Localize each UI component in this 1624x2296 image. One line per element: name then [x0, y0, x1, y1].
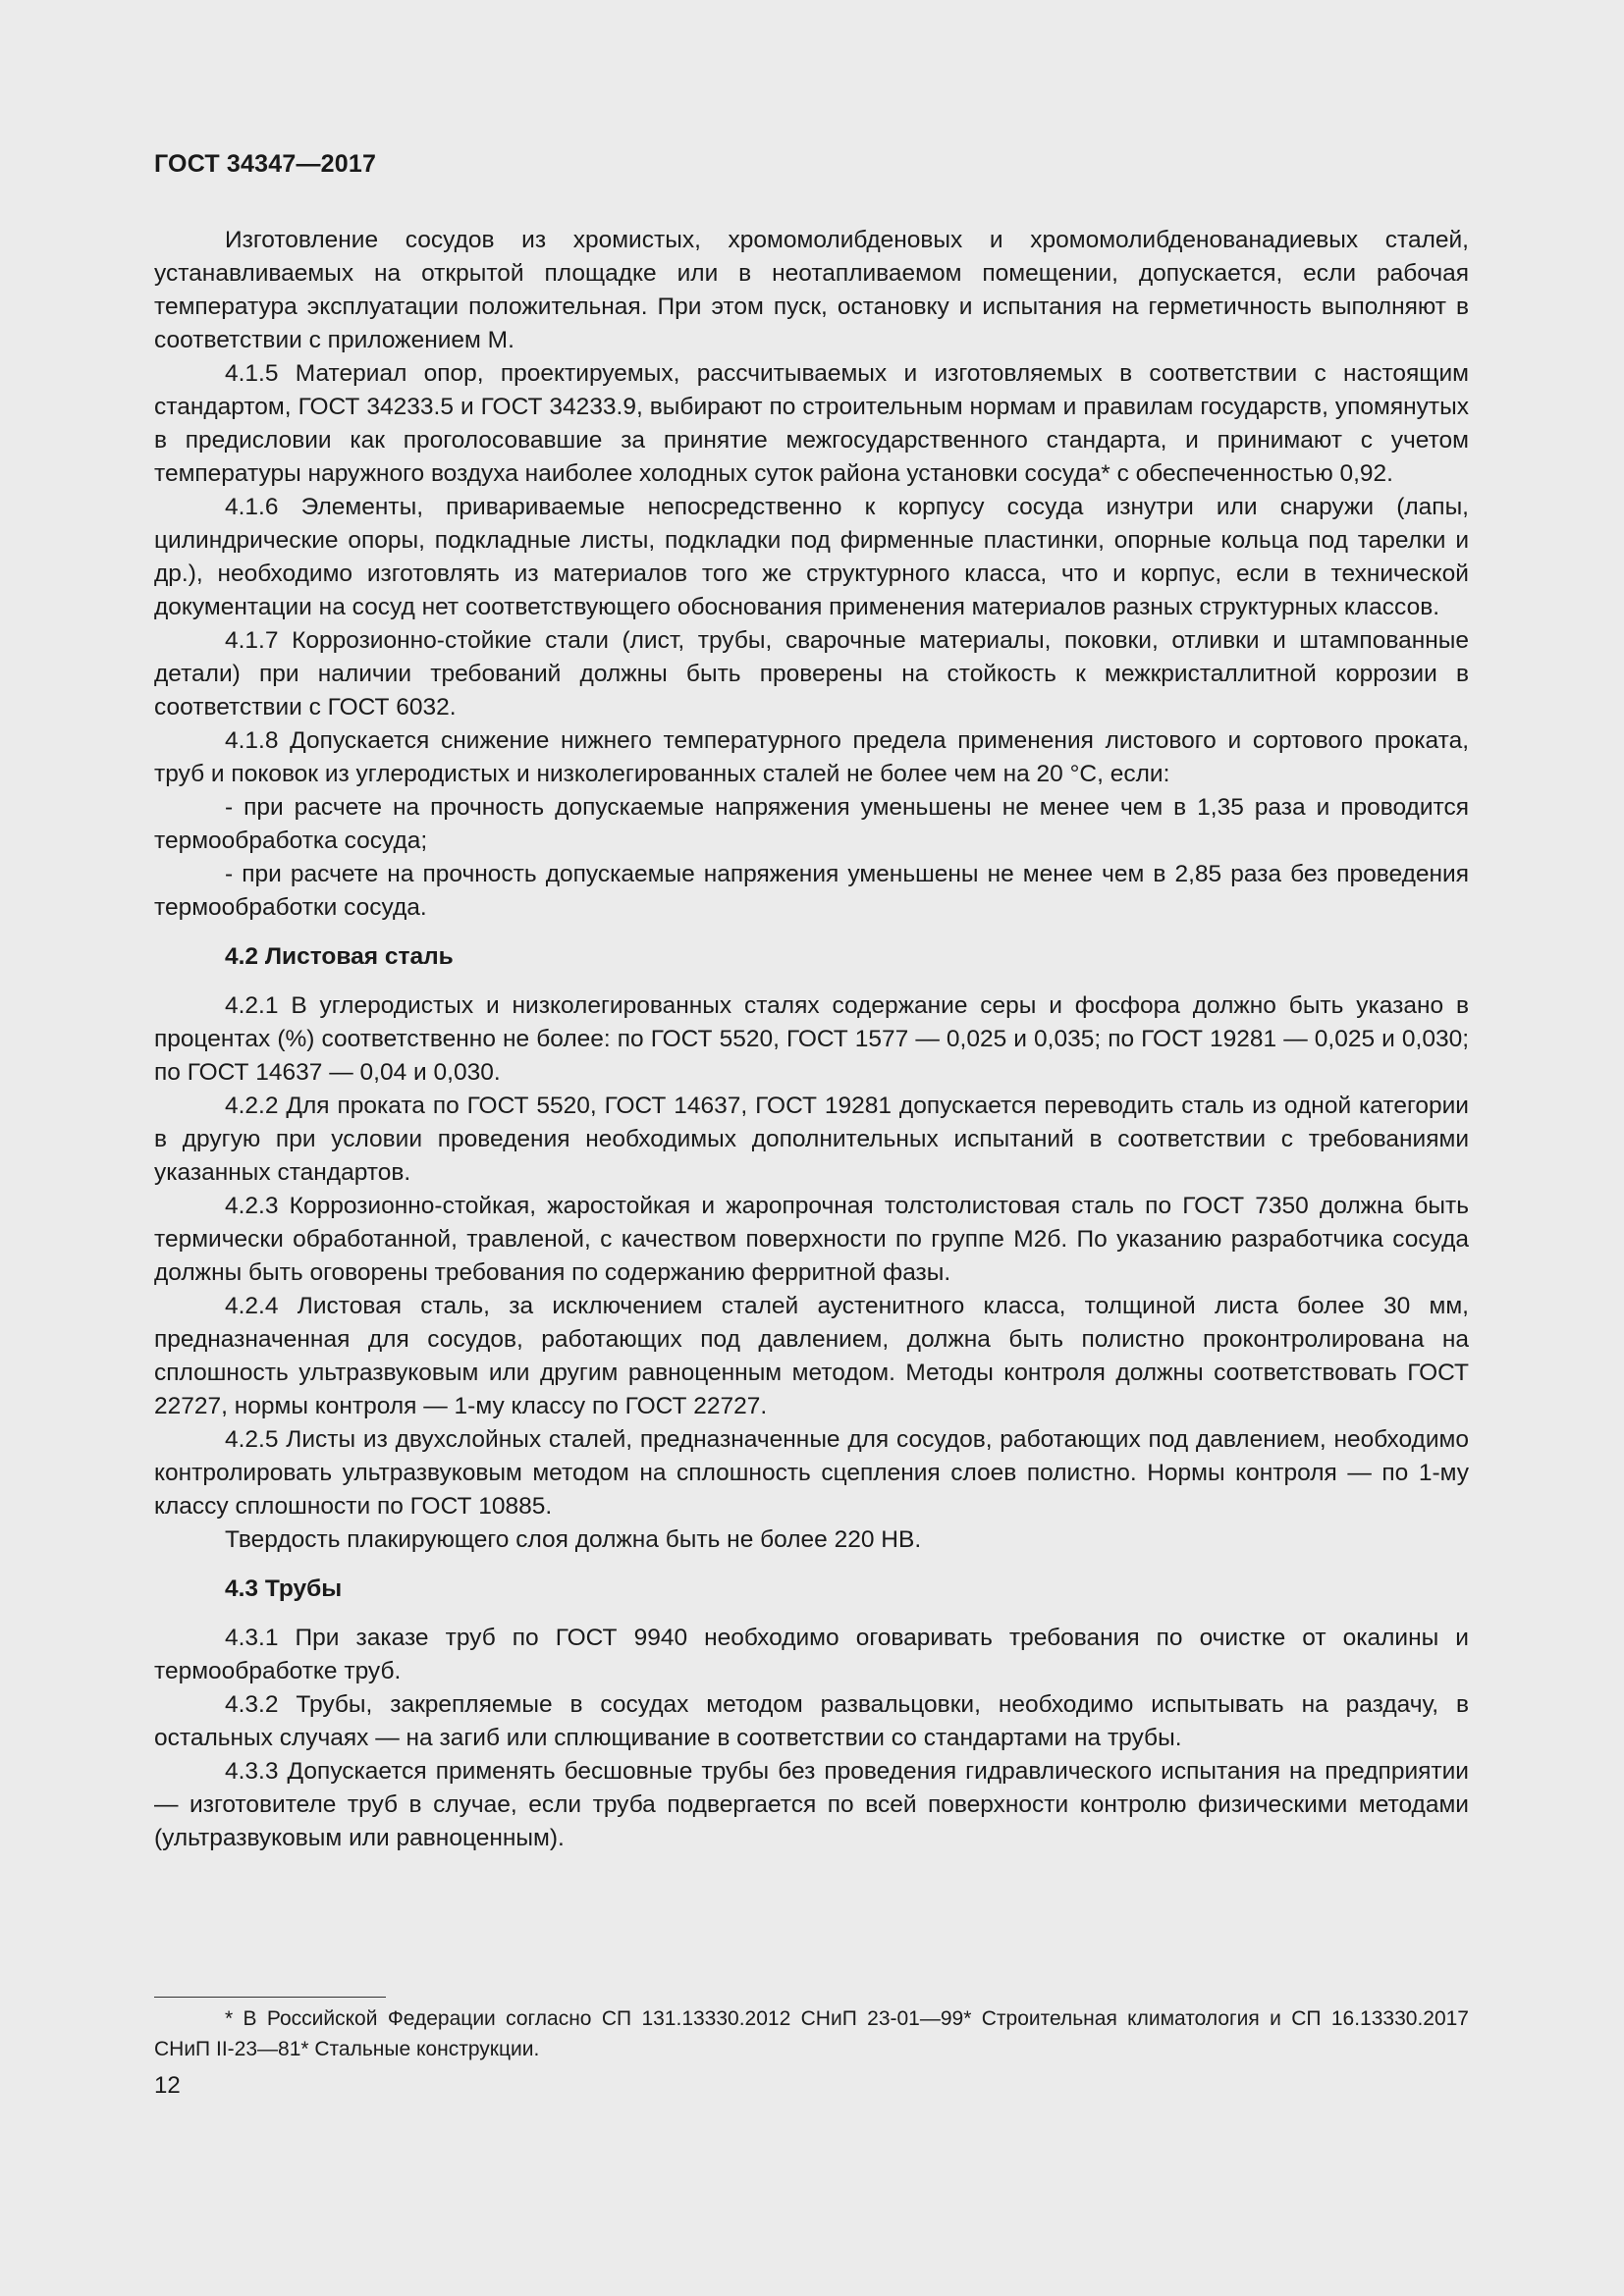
list-item: - при расчете на прочность допускаемые напряжения уменьшены не менее чем в 1,35 раза и проводится термообработка сосуда;: [154, 794, 1469, 854]
paragraph-4-2-4: 4.2.4 Листовая сталь, за исключением сталей аустенитного класса, толщиной листа более 30 мм, предназначенная для сосудов, работающих под давлением, должна быть полистно проконтролирована на сплошность ультразвуковым или другим равноценным методом. Методы контроля должны соответствовать ГОСТ 22727, нормы контроля — 1-му классу по ГОСТ 22727.: [154, 1293, 1469, 1419]
paragraph-4-2-3: 4.2.3 Коррозионно-стойкая, жаростойкая и жаропрочная толстолистовая сталь по ГОСТ 7350 должна быть термически обработанной, травленой, с качеством поверхности по группе М2б. По указанию разработчика сосуда должны быть оговорены требования по содержанию ферритной фазы.: [154, 1193, 1469, 1286]
paragraph-4-1-8: 4.1.8 Допускается снижение нижнего температурного предела применения листового и сортового проката, труб и поковок из углеродистых и низколегированных сталей не более чем на 20 °С, если:: [154, 727, 1469, 787]
paragraph-4-3-1: 4.3.1 При заказе труб по ГОСТ 9940 необходимо оговаривать требования по очистке от окалины и термообработке труб.: [154, 1625, 1469, 1684]
list-item: - при расчете на прочность допускаемые напряжения уменьшены не менее чем в 2,85 раза без проведения термообработки сосуда.: [154, 861, 1469, 921]
paragraph-4-3-2: 4.3.2 Трубы, закрепляемые в сосудах методом развальцовки, необходимо испытывать на раздачу, в остальных случаях — на загиб или сплющивание в соответствии со стандартами на трубы.: [154, 1691, 1469, 1751]
paragraph-4-1-5: 4.1.5 Материал опор, проектируемых, рассчитываемых и изготовляемых в соответствии с настоящим стандартом, ГОСТ 34233.5 и ГОСТ 34233.9, выбирают по строительным нормам и правилам государств, упомянутых в предисловии как проголосовавшие за принятие межгосударственного стандарта, и принимают с учетом температуры наружного воздуха наиболее холодных суток района установки сосуда* с обеспеченностью 0,92.: [154, 360, 1469, 487]
paragraph-4-2-1: 4.2.1 В углеродистых и низколегированных сталях содержание серы и фосфора должно быть указано в процентах (%) соответственно не более: по ГОСТ 5520, ГОСТ 1577 — 0,025 и 0,035; по ГОСТ 19281 — 0,025 и 0,030; по ГОСТ 14637 — 0,04 и 0,030.: [154, 992, 1469, 1086]
footnote: * В Российской Федерации согласно СП 131.13330.2012 СНиП 23-01—99* Строительная климатология и СП 16.13330.2017 СНиП II-23—81* Стальные конструкции.: [154, 2007, 1469, 2060]
running-header: ГОСТ 34347—2017: [154, 150, 377, 178]
paragraph: Изготовление сосудов из хромистых, хромомолибденовых и хромомолибденованадиевых сталей, устанавливаемых на открытой площадке или в неотапливаемом помещении, допускается, если рабочая температура эксплуатации положительная. При этом пуск, остановку и испытания на герметичность выполняют в соответствии с приложением М.: [154, 227, 1469, 353]
paragraph-4-2-5: 4.2.5 Листы из двухслойных сталей, предназначенные для сосудов, работающих под давлением, необходимо контролировать ультразвуковым методом на сплошность сцепления слоев полистно. Нормы контроля — по 1-му классу сплошности по ГОСТ 10885.: [154, 1426, 1469, 1520]
paragraph: Твердость плакирующего слоя должна быть не более 220 НВ.: [225, 1526, 922, 1553]
body-text: [154, 224, 1469, 1855]
section-heading-4-3: 4.3 Трубы: [225, 1575, 343, 1602]
page-number: 12: [154, 2072, 181, 2099]
paragraph-4-3-3: 4.3.3 Допускается применять бесшовные трубы без проведения гидравлического испытания на предприятии — изготовителе труб в случае, если труба подвергается по всей поверхности контролю физическими методами (ультразвуковым или равноценным).: [154, 1758, 1469, 1851]
paragraph-4-2-2: 4.2.2 Для проката по ГОСТ 5520, ГОСТ 14637, ГОСТ 19281 допускается переводить сталь из одной категории в другую при условии проведения необходимых дополнительных испытаний в соответствии с требованиями указанных стандартов.: [154, 1093, 1469, 1186]
section-heading-4-2: 4.2 Листовая сталь: [225, 943, 454, 970]
footnote-divider: [154, 1997, 386, 1998]
paragraph-4-1-7: 4.1.7 Коррозионно-стойкие стали (лист, трубы, сварочные материалы, поковки, отливки и штампованные детали) при наличии требований должны быть проверены на стойкость к межкристаллитной коррозии в соответствии с ГОСТ 6032.: [154, 627, 1469, 721]
paragraph-4-1-6: 4.1.6 Элементы, привариваемые непосредственно к корпусу сосуда изнутри или снаружи (лапы, цилиндрические опоры, подкладные листы, подкладки под фирменные пластинки, опорные кольца под тарелки и др.), необходимо изготовлять из материалов того же структурного класса, что и корпус, если в технической документации на сосуд нет соответствующего обоснования применения материалов разных структурных классов.: [154, 494, 1469, 620]
